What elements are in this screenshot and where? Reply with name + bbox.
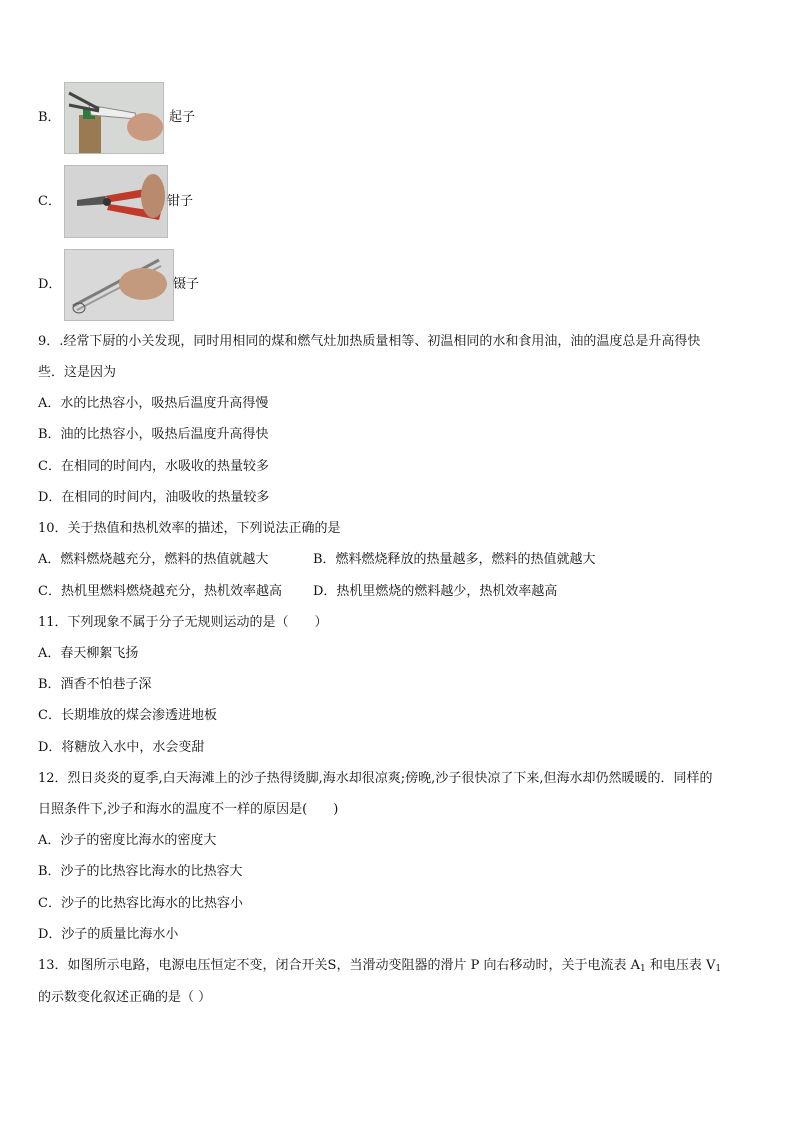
tweezers-photo bbox=[64, 249, 174, 321]
question-stem-continued: 日照条件下,沙子和海水的温度不一样的原因是( ) bbox=[38, 802, 339, 817]
option-a: A．水的比热容小，吸热后温度升高得慢 bbox=[38, 396, 269, 411]
option-letter: C． bbox=[38, 194, 61, 209]
stem-text: 和电压表 V bbox=[645, 958, 716, 973]
option-b: B．燃料燃烧释放的热量越多，燃料的热值就越大 bbox=[313, 552, 596, 567]
option-label: 钳子 bbox=[167, 194, 194, 209]
question-stem-continued: 些．这是因为 bbox=[38, 365, 117, 380]
option-b: B．酒香不怕巷子深 bbox=[38, 677, 152, 692]
question-stem: 11．下列现象不属于分子无规则运动的是（ ） bbox=[38, 615, 328, 630]
option-letter: D． bbox=[38, 277, 62, 292]
option-d: D．将糖放入水中，水会变甜 bbox=[38, 740, 205, 755]
option-c: C．热机里燃料燃烧越充分，热机效率越高 bbox=[38, 584, 282, 599]
option-d: D．在相同的时间内，油吸收的热量较多 bbox=[38, 490, 270, 505]
option-b: B．沙子的比热容比海水的比热容大 bbox=[38, 864, 243, 879]
question-stem-continued: 的示数变化叙述正确的是（ ） bbox=[38, 990, 212, 1005]
question-stem bbox=[38, 958, 721, 977]
option-c: C．长期堆放的煤会渗透进地板 bbox=[38, 708, 217, 723]
option-d: D．热机里燃烧的燃料越少，热机效率越高 bbox=[313, 584, 558, 599]
option-a: A．春天柳絮飞扬 bbox=[38, 646, 139, 661]
option-b: B．油的比热容小，吸热后温度升高得快 bbox=[38, 427, 269, 442]
pliers-photo bbox=[64, 165, 168, 238]
option-letter: B． bbox=[38, 110, 61, 125]
bottle-opener-photo bbox=[64, 82, 164, 154]
option-label: 起子 bbox=[169, 110, 196, 125]
option-c: C．沙子的比热容比海水的比热容小 bbox=[38, 896, 243, 911]
question-stem: 10．关于热值和热机效率的描述，下列说法正确的是 bbox=[38, 521, 341, 536]
option-d: D．沙子的质量比海水小 bbox=[38, 927, 179, 942]
option-a: A．沙子的密度比海水的密度大 bbox=[38, 833, 217, 848]
option-c: C．在相同的时间内，水吸收的热量较多 bbox=[38, 459, 269, 474]
question-stem: 12．烈日炎炎的夏季,白天海滩上的沙子热得烫脚,海水却很凉爽;傍晚,沙子很快凉了下来,但海水却仍然暖暖的．同样的 bbox=[38, 771, 713, 786]
subscript: 1 bbox=[639, 964, 646, 974]
option-label: 镊子 bbox=[173, 277, 200, 292]
question-stem: 9．.经常下厨的小关发现，同时用相同的煤和燃气灶加热质量相等、初温相同的水和食用油，油的温度总是升高得快 bbox=[38, 334, 701, 349]
option-a: A．燃料燃烧越充分，燃料的热值就越大 bbox=[38, 552, 269, 567]
subscript: 1 bbox=[715, 964, 722, 974]
stem-text: 13．如图所示电路，电源电压恒定不变，闭合开关S，当滑动变阻器的滑片 P 向右移动时，关于电流表 A bbox=[38, 958, 640, 973]
